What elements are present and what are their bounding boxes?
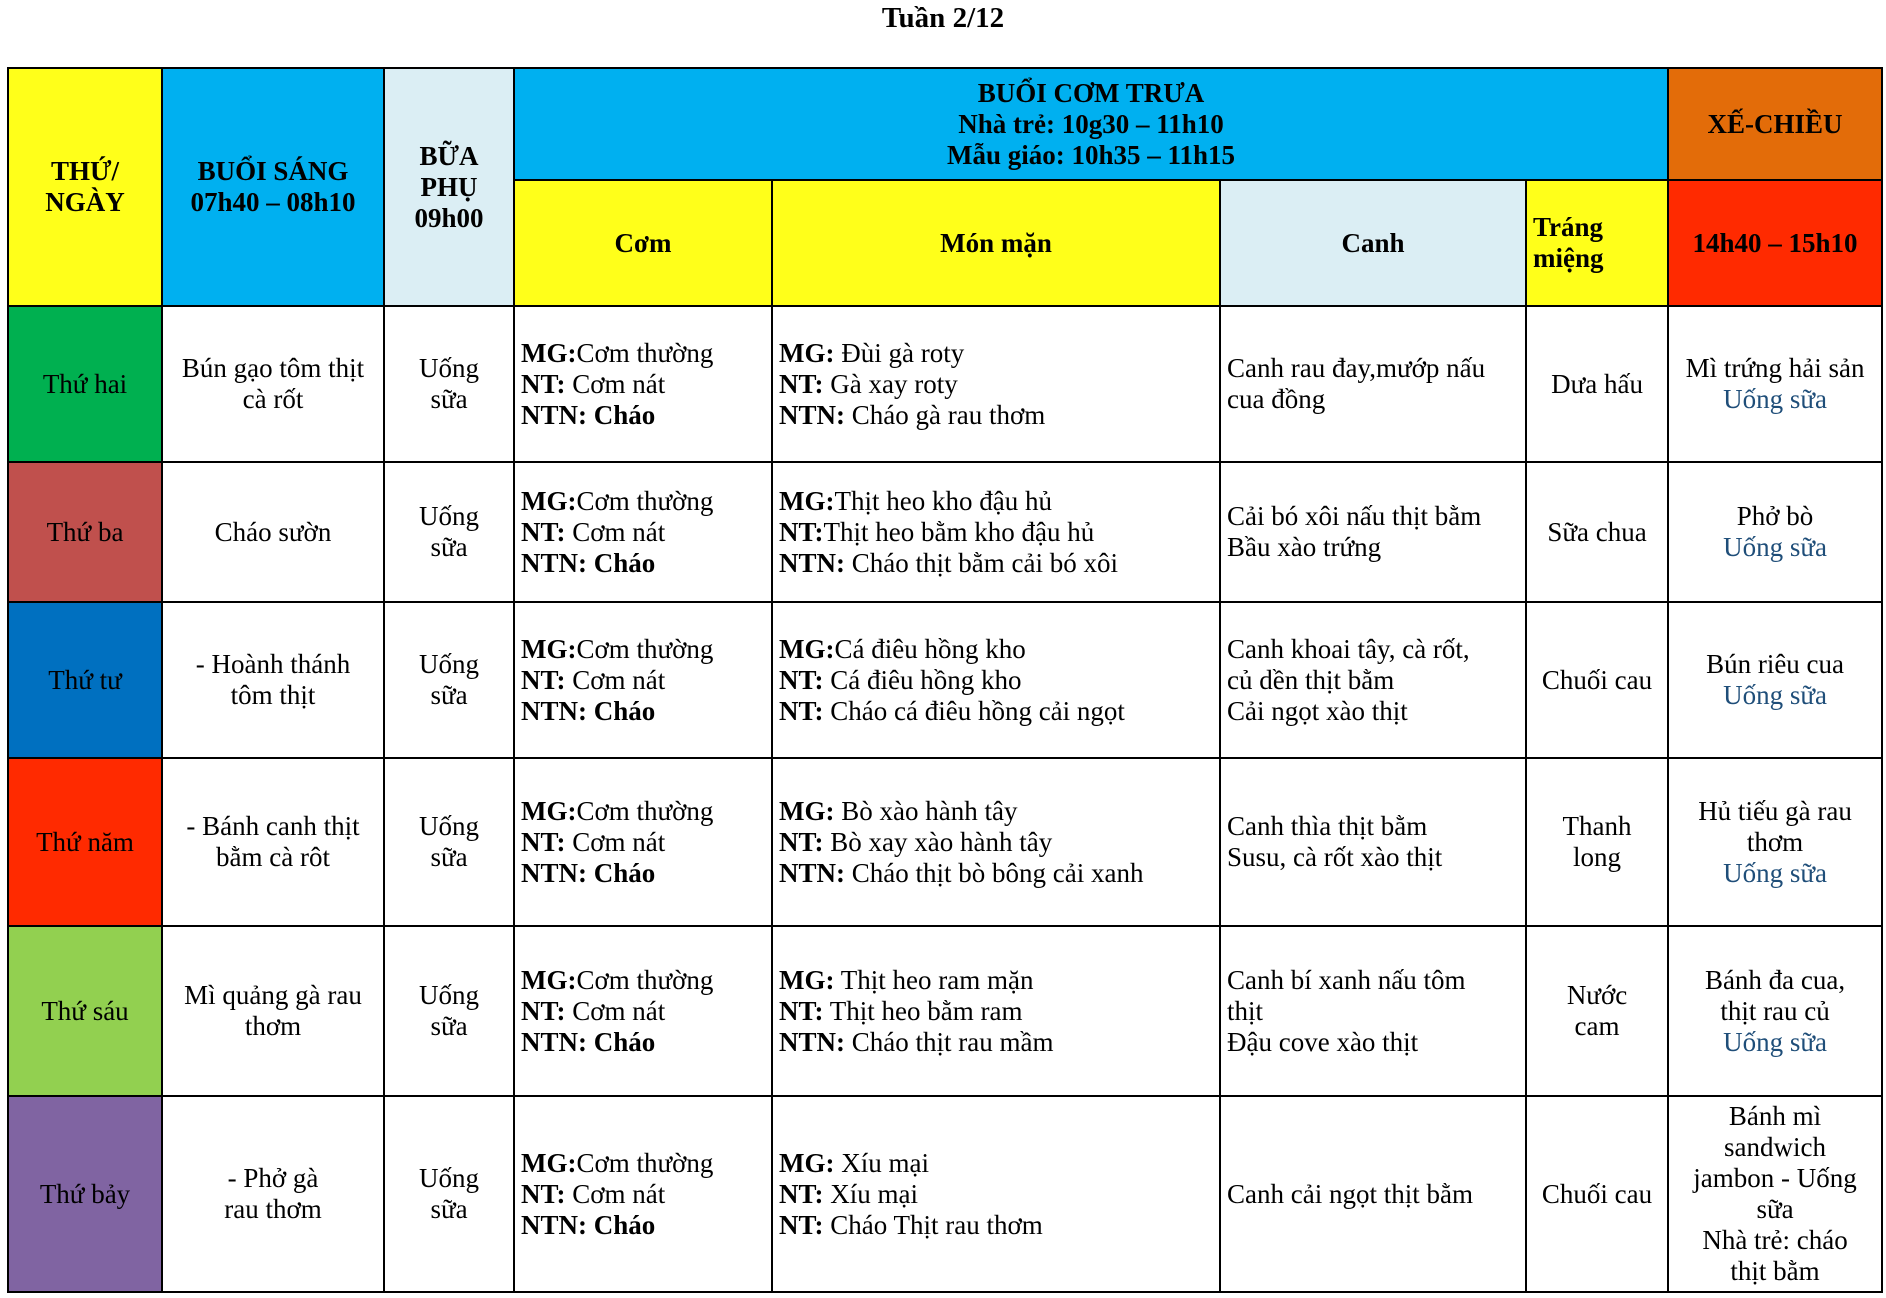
cell-line: Uống (419, 811, 479, 841)
cell-line-label: NT: (521, 826, 566, 857)
cell-line-label: NT: (779, 1209, 824, 1240)
cell-line: - Hoành thánh (195, 649, 351, 679)
cell-line: cua đồng (1227, 384, 1326, 414)
cell-line (521, 517, 765, 548)
cell-line: Uống (419, 649, 479, 679)
cell-line (779, 1210, 1213, 1241)
rice-cell (514, 602, 772, 758)
cell-line: Susu, cà rốt xào thịt (1227, 842, 1443, 872)
cell-line-text: Cơm nát (565, 1178, 666, 1209)
cell-line-text: Cơm nát (565, 516, 666, 547)
day-cell: Thứ sáu (8, 926, 162, 1096)
cell-line (521, 634, 765, 665)
header-afternoon: XẾ-CHIỀU (1668, 68, 1882, 180)
cell-line: Cải bó xôi nấu thịt bằm (1227, 501, 1482, 531)
cell-line: thịt bằm (1730, 1256, 1820, 1286)
cell-line (521, 965, 765, 996)
page-title: Tuần 2/12 (881, 2, 1005, 34)
cell-line: Canh rau đay,mướp nấu (1227, 353, 1486, 383)
dessert-cell (1526, 758, 1668, 926)
cell-line: rau thơm (224, 1194, 322, 1224)
cell-line-label: NTN: Cháo (521, 857, 656, 888)
cell-line: Chuối cau (1541, 1178, 1653, 1209)
cell-line: sữa (430, 1011, 468, 1041)
cell-line (779, 996, 1213, 1027)
cell-line (779, 517, 1213, 548)
cell-line-text: Cơm thường (576, 1147, 714, 1178)
cell-line-label: NT: (521, 995, 566, 1026)
afternoon-cell (1668, 306, 1882, 462)
cell-line-text: Cơm nát (565, 664, 666, 695)
cell-line-label: MG: (521, 964, 577, 995)
cell-line: Canh thìa thịt bằm (1227, 811, 1428, 841)
cell-line: Hủ tiếu gà rau (1698, 795, 1852, 826)
cell-line-label: MG: (521, 337, 577, 368)
cell-line-text: Bò xào hành tây (834, 795, 1018, 826)
cell-line: - Bánh canh thịt (186, 811, 360, 841)
header-dessert: Tráng miệng (1526, 180, 1668, 306)
cell-line (779, 548, 1213, 579)
cell-line: thơm (1746, 826, 1804, 857)
cell-line-label: NT: (779, 368, 824, 399)
cell-line: Phở bò (1736, 501, 1814, 531)
rice-cell (514, 1096, 772, 1292)
cell-line-text: Cơm thường (576, 964, 714, 995)
header-day: THỨ/ NGÀY (8, 68, 162, 306)
afternoon-milk: Uống sữa (1723, 680, 1827, 710)
cell-line: thơm (244, 1011, 302, 1041)
table-row (8, 602, 1882, 758)
morning-cell (162, 602, 384, 758)
cell-line-label: NT: (779, 516, 824, 547)
soup-cell (1220, 462, 1526, 602)
rice-cell (514, 462, 772, 602)
cell-line-label: NT: (521, 368, 566, 399)
cell-line: củ dền thịt bằm (1227, 664, 1395, 695)
day-cell: Thứ hai (8, 306, 162, 462)
main-dish-cell (772, 306, 1220, 462)
cell-line (779, 796, 1213, 827)
cell-line-text: Cháo thịt bằm cải bó xôi (845, 547, 1118, 578)
header-soup: Canh (1220, 180, 1526, 306)
main-dish-cell (772, 1096, 1220, 1292)
rice-cell (514, 758, 772, 926)
cell-line: Canh cải ngọt thịt bằm (1227, 1178, 1473, 1209)
table-row (8, 462, 1882, 602)
cell-line: Dưa hấu (1551, 368, 1643, 399)
soup-cell (1220, 758, 1526, 926)
cell-line-label: MG: (779, 795, 835, 826)
header-lunch: BUỔI CƠM TRƯA Nhà trẻ: 10g30 – 11h10 Mẫu giáo: 10h35 – 11h15 (514, 68, 1668, 180)
main-dish-cell (772, 758, 1220, 926)
header-snack: BỮA PHỤ 09h00 (384, 68, 514, 306)
cell-line-label: NT: (779, 695, 824, 726)
cell-line (779, 827, 1213, 858)
morning-cell (162, 1096, 384, 1292)
cell-line-text: Cá điêu hồng kho (834, 633, 1026, 664)
cell-line (779, 965, 1213, 996)
menu-body (8, 306, 1882, 1292)
day-cell: Thứ năm (8, 758, 162, 926)
cell-line: sữa (430, 842, 468, 872)
snack-cell (384, 306, 514, 462)
cell-line: Nhà trẻ: cháo (1702, 1225, 1848, 1255)
cell-line: tôm thịt (230, 680, 316, 710)
table-row (8, 1096, 1882, 1292)
dessert-cell (1526, 1096, 1668, 1292)
afternoon-cell (1668, 602, 1882, 758)
cell-line-text: Cơm thường (576, 337, 714, 368)
dessert-cell (1526, 602, 1668, 758)
cell-line: sữa (430, 680, 468, 710)
dessert-cell (1526, 306, 1668, 462)
morning-cell (162, 306, 384, 462)
cell-line (779, 665, 1213, 696)
cell-line-label: NTN: (779, 547, 845, 578)
cell-line: Cháo sườn (214, 516, 332, 547)
cell-line: Uống (419, 501, 479, 531)
cell-line (521, 486, 765, 517)
cell-line (521, 369, 765, 400)
cell-line: Bánh đa cua, (1704, 964, 1846, 995)
afternoon-cell (1668, 1096, 1882, 1292)
cell-line-text: Cơm nát (565, 826, 666, 857)
cell-line-label: NT: (779, 995, 824, 1026)
cell-line-text: Đùi gà roty (834, 337, 965, 368)
cell-line (779, 400, 1213, 431)
cell-line-label: MG: (779, 485, 835, 516)
cell-line: Thanh (1562, 811, 1632, 841)
soup-cell (1220, 602, 1526, 758)
cell-line-text: Thịt heo bằm kho đậu hủ (823, 516, 1095, 547)
table-row (8, 306, 1882, 462)
cell-line: Uống (419, 1163, 479, 1193)
main-dish-cell (772, 926, 1220, 1096)
cell-line-text: Cơm thường (576, 633, 714, 664)
cell-line-label: MG: (521, 795, 577, 826)
snack-cell (384, 462, 514, 602)
cell-line-text: Cơm thường (576, 485, 714, 516)
cell-line-text: Cháo thịt bò bông cải xanh (845, 857, 1144, 888)
cell-line: thịt (1227, 995, 1264, 1026)
dessert-cell (1526, 462, 1668, 602)
cell-line-label: MG: (521, 1147, 577, 1178)
cell-line (779, 858, 1213, 889)
cell-line-label: MG: (521, 485, 577, 516)
cell-line-label: NTN: Cháo (521, 1209, 656, 1240)
header-afternoon-time: 14h40 – 15h10 (1668, 180, 1882, 306)
snack-cell (384, 758, 514, 926)
cell-line-text: Cơm nát (565, 368, 666, 399)
cell-line: Cải ngọt xào thịt (1227, 695, 1408, 726)
soup-cell (1220, 926, 1526, 1096)
cell-line: sữa (430, 1194, 468, 1224)
cell-line: Canh khoai tây, cà rốt, (1227, 633, 1470, 664)
afternoon-cell (1668, 758, 1882, 926)
snack-cell (384, 602, 514, 758)
day-cell: Thứ ba (8, 462, 162, 602)
cell-line: jambon - Uống (1693, 1163, 1857, 1193)
afternoon-milk: Uống sữa (1723, 857, 1827, 888)
cell-line (521, 996, 765, 1027)
weekly-menu-table (7, 67, 1883, 1293)
cell-line: - Phở gà (227, 1163, 319, 1193)
cell-line-label: NT: (779, 664, 824, 695)
cell-line (521, 858, 765, 889)
cell-line: bằm cà rôt (216, 842, 330, 872)
cell-line: Bún riêu cua (1706, 649, 1845, 679)
cell-line: cam (1574, 1011, 1620, 1041)
cell-line: Canh bí xanh nấu tôm (1227, 964, 1466, 995)
snack-cell (384, 1096, 514, 1292)
cell-line (521, 1179, 765, 1210)
header-rice: Cơm (514, 180, 772, 306)
afternoon-milk: Uống sữa (1723, 1026, 1827, 1057)
cell-line-text: Cơm thường (576, 795, 714, 826)
cell-line-label: NTN: Cháo (521, 399, 656, 430)
cell-line (521, 1027, 765, 1058)
afternoon-milk: Uống sữa (1723, 384, 1827, 414)
main-dish-cell (772, 602, 1220, 758)
cell-line-text: Xíu mại (823, 1178, 918, 1209)
cell-line (521, 665, 765, 696)
day-cell: Thứ bảy (8, 1096, 162, 1292)
rice-cell (514, 306, 772, 462)
rice-cell (514, 926, 772, 1096)
cell-line-label: MG: (779, 1147, 835, 1178)
cell-line (779, 338, 1213, 369)
cell-line (521, 548, 765, 579)
header-morning: BUỔI SÁNG 07h40 – 08h10 (162, 68, 384, 306)
cell-line-text: Cá điêu hồng kho (823, 664, 1022, 695)
main-dish-cell (772, 462, 1220, 602)
cell-line-label: NT: (779, 826, 824, 857)
cell-line-text: Cháo cá điêu hồng cải ngọt (823, 695, 1125, 726)
cell-line (779, 1179, 1213, 1210)
cell-line-text: Gà xay roty (823, 368, 958, 399)
header-main-dish: Món mặn (772, 180, 1220, 306)
cell-line: Uống (419, 980, 479, 1010)
cell-line (521, 827, 765, 858)
cell-line (779, 486, 1213, 517)
soup-cell (1220, 306, 1526, 462)
afternoon-cell (1668, 926, 1882, 1096)
cell-line-text: Cháo gà rau thơm (845, 399, 1046, 430)
morning-cell (162, 462, 384, 602)
cell-line (779, 369, 1213, 400)
cell-line-label: MG: (779, 337, 835, 368)
table-row (8, 926, 1882, 1096)
cell-line-label: MG: (779, 964, 835, 995)
cell-line: Mì quảng gà rau (184, 980, 362, 1010)
cell-line: Sữa chua (1547, 516, 1647, 547)
cell-line (521, 400, 765, 431)
cell-line-text: Cơm nát (565, 995, 666, 1026)
cell-line-label: NT: (779, 1178, 824, 1209)
cell-line (779, 1148, 1213, 1179)
cell-line-text: Cháo thịt rau mầm (845, 1026, 1054, 1057)
cell-line-label: NTN: (779, 857, 845, 888)
cell-line (779, 634, 1213, 665)
cell-line: cà rốt (242, 384, 304, 414)
cell-line-label: NTN: Cháo (521, 1026, 656, 1057)
soup-cell (1220, 1096, 1526, 1292)
cell-line: Mì trứng hải sản (1685, 353, 1865, 383)
cell-line-label: NT: (521, 516, 566, 547)
cell-line-label: MG: (521, 633, 577, 664)
afternoon-milk: Uống sữa (1723, 532, 1827, 562)
table-row (8, 758, 1882, 926)
cell-line: Bầu xào trứng (1227, 532, 1382, 562)
cell-line: sữa (1756, 1194, 1794, 1224)
cell-line-text: Bò xay xào hành tây (823, 826, 1053, 857)
cell-line (779, 1027, 1213, 1058)
day-cell: Thứ tư (8, 602, 162, 758)
snack-cell (384, 926, 514, 1096)
cell-line-text: Thịt heo ram mặn (834, 964, 1034, 995)
cell-line-label: NTN: (779, 399, 845, 430)
cell-line: Chuối cau (1541, 664, 1653, 695)
cell-line: Đậu cove xào thịt (1227, 1026, 1419, 1057)
cell-line (521, 696, 765, 727)
cell-line: Uống (419, 353, 479, 383)
cell-line: long (1573, 842, 1622, 872)
cell-line-label: MG: (779, 633, 835, 664)
cell-line: sữa (430, 384, 468, 414)
afternoon-cell (1668, 462, 1882, 602)
cell-line: sữa (430, 532, 468, 562)
cell-line (521, 796, 765, 827)
cell-line (779, 696, 1213, 727)
cell-line: sandwich (1724, 1132, 1827, 1162)
cell-line-label: NTN: (779, 1026, 845, 1057)
cell-line-label: NTN: Cháo (521, 547, 656, 578)
cell-line-text: Thịt heo kho đậu hủ (834, 485, 1052, 516)
cell-line-label: NTN: Cháo (521, 695, 656, 726)
cell-line (521, 338, 765, 369)
morning-cell (162, 758, 384, 926)
cell-line: Nước (1566, 980, 1628, 1010)
cell-line-text: Cháo Thịt rau thơm (823, 1209, 1043, 1240)
cell-line (521, 1148, 765, 1179)
cell-line: Bún gạo tôm thịt (181, 353, 365, 383)
dessert-cell (1526, 926, 1668, 1096)
cell-line-label: NT: (521, 1178, 566, 1209)
cell-line-label: NT: (521, 664, 566, 695)
cell-line: Bánh mì (1728, 1101, 1822, 1131)
morning-cell (162, 926, 384, 1096)
cell-line-text: Xíu mại (834, 1147, 929, 1178)
cell-line: thịt rau củ (1720, 995, 1830, 1026)
cell-line (521, 1210, 765, 1241)
cell-line-text: Thịt heo bằm ram (823, 995, 1023, 1026)
